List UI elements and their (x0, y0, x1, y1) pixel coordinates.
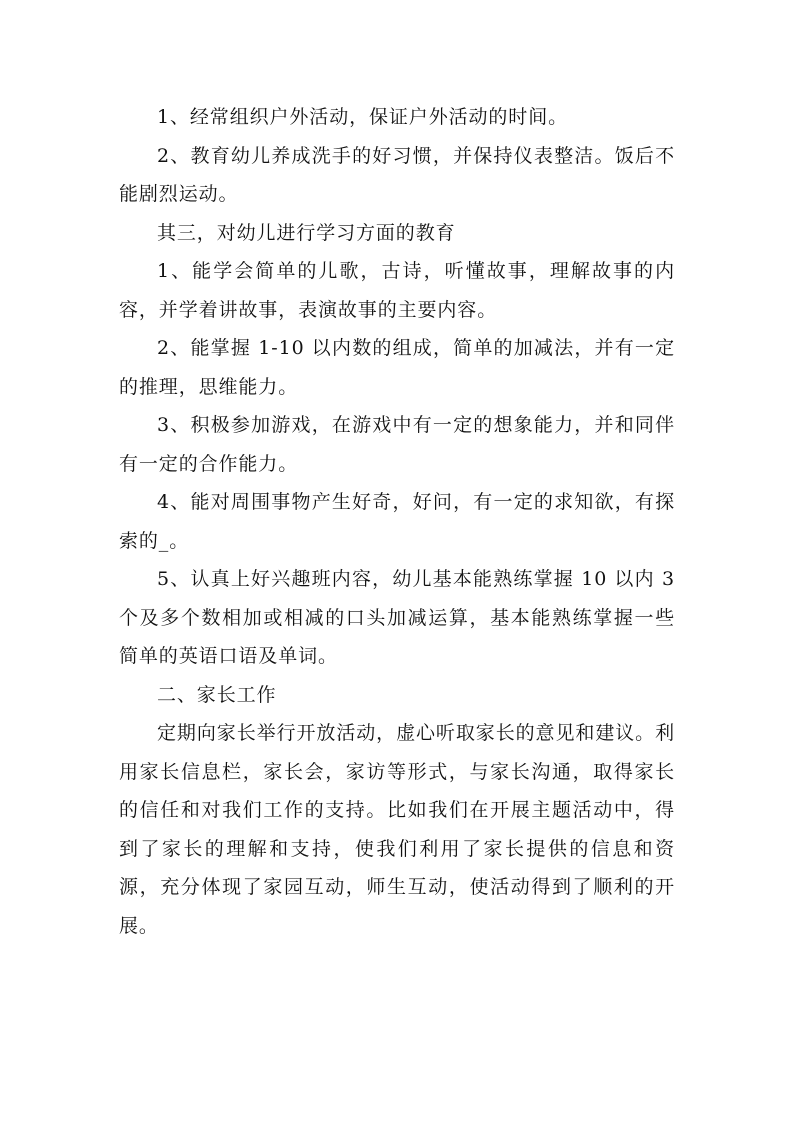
paragraph-hygiene-habits: 2、教育幼儿养成洗手的好习惯，并保持仪表整洁。饭后不能剧烈运动。 (119, 144, 675, 205)
paragraph-parent-communication: 定期向家长举行开放活动，虚心听取家长的意见和建议。利用家长信息栏，家长会，家访等形式，与家长沟通，取得家长的信任和对我们工作的支持。比如我们在开展主题活动中，得到了家长的理解和支持，使我们利用了家长提供的信息和资源，充分体现了家园互动，师生互动，使活动得到了顺利的开展。 (119, 722, 675, 937)
document-body (119, 98, 675, 945)
paragraph-games-cooperation: 3、积极参加游戏，在游戏中有一定的想象能力，并和同伴有一定的合作能力。 (119, 414, 675, 475)
paragraph-numbers-math: 2、能掌握 1-10 以内数的组成，简单的加减法，并有一定的推理，思维能力。 (119, 337, 675, 398)
paragraph-songs-poems-stories: 1、能学会简单的儿歌，古诗，听懂故事，理解故事的内容，并学着讲故事，表演故事的主要内容。 (119, 260, 675, 321)
section-heading-parent-work: 二、家长工作 (157, 683, 277, 706)
paragraph-curiosity: 4、能对周围事物产生好奇，好问，有一定的求知欲，有探索的_。 (119, 491, 675, 552)
paragraph-interest-class: 5、认真上好兴趣班内容，幼儿基本能熟练掌握 10 以内 3 个及多个数相加或相减的口头加减运算，基本能熟练掌握一些简单的英语口语及单词。 (119, 568, 675, 667)
section-heading-learning-education: 其三，对幼儿进行学习方面的教育 (157, 221, 456, 244)
paragraph-outdoor-activity: 1、经常组织户外活动，保证户外活动的时间。 (157, 106, 568, 128)
